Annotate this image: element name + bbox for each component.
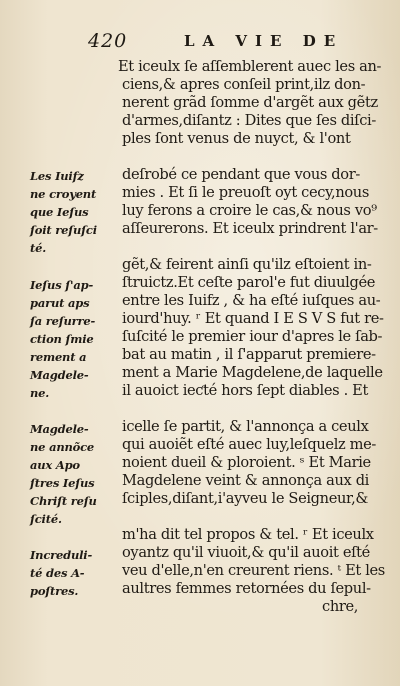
text-line: ſuſcité le premier iour d'apres le ſab- bbox=[122, 328, 383, 345]
text-line: aultres femmes retornées du ſepul- bbox=[122, 580, 371, 597]
text-line: nerent grãd ſomme d'argẽt aux gẽtz bbox=[122, 94, 378, 111]
margin-note: té des A- bbox=[30, 566, 85, 580]
margin-note: ſa reſurre- bbox=[30, 314, 96, 328]
text-line: il auoict ieƈté hors ſept diables . Et bbox=[122, 382, 368, 399]
margin-note: Chriſt reſu bbox=[30, 494, 97, 508]
margin-note: té. bbox=[30, 241, 47, 255]
text-line: qui auoiẽt eſté auec luy,leſquelz me- bbox=[122, 436, 377, 453]
margin-note: ſoit reſuſci bbox=[30, 223, 97, 237]
margin-note: aux Apo bbox=[30, 458, 80, 472]
margin-note: rement a bbox=[30, 350, 87, 364]
text-line: oyantz qu'il viuoit,& qu'il auoit eſté bbox=[122, 544, 370, 561]
text-line: gẽt,& feirent ainſi qu'ilz eſtoient in- bbox=[122, 256, 372, 273]
margin-note: ne annõce bbox=[30, 440, 95, 454]
margin-note: parut aps bbox=[30, 296, 90, 310]
text-line: aſſeurerons. Et iceulx prindrent l'ar- bbox=[122, 220, 378, 237]
text-line: bat au matin , il ſ'apparut premiere- bbox=[122, 346, 376, 363]
text-line: m'ha dit tel propos & tel. ʳ Et iceulx bbox=[122, 526, 374, 543]
margin-note: Magdele- bbox=[30, 422, 89, 436]
margin-note: ſcité. bbox=[30, 512, 62, 526]
margin-note: que Ieſus bbox=[30, 205, 89, 219]
margin-notes bbox=[30, 0, 118, 686]
margin-note: ne. bbox=[30, 386, 50, 400]
margin-note: poſtres. bbox=[30, 584, 79, 598]
margin-note: ction ſmie bbox=[30, 332, 94, 346]
margin-note: Ieſus ſ'ap- bbox=[30, 278, 94, 292]
body-text bbox=[118, 0, 388, 686]
text-line: chre, bbox=[322, 598, 359, 615]
margin-note: Les Iuifz bbox=[30, 169, 84, 183]
text-line: ment a Marie Magdelene,de laquelle bbox=[122, 364, 383, 381]
text-line: veu d'elle,n'en creurent riens. ᵗ Et les bbox=[122, 562, 385, 579]
text-line: ſtruictz.Et ceſte parol'e fut diuulgée bbox=[122, 274, 376, 291]
text-line: luy ferons a croire le cas,& nous vo⁹ bbox=[122, 202, 377, 219]
margin-note: Increduli- bbox=[30, 548, 93, 562]
page-number: 420 bbox=[88, 30, 128, 52]
margin-note: ne croyent bbox=[30, 187, 97, 201]
text-line: ciens,& apres conſeil print,ilz don- bbox=[122, 76, 366, 93]
text-line: ples ſont venus de nuyct, & l'ont bbox=[122, 130, 351, 147]
margin-note: Magdele- bbox=[30, 368, 89, 382]
text-line: noient dueil & ploroient. ˢ Et Marie bbox=[122, 454, 371, 471]
text-line: mies . Et ſi le preuoſt oyt cecy,nous bbox=[122, 184, 369, 201]
running-head: LA VIE DE bbox=[184, 32, 344, 50]
text-line: iourd'huy. ʳ Et quand I E S V S fut re- bbox=[122, 310, 384, 327]
text-line: ſciples,diſant,i'ayveu le Seigneur,& bbox=[122, 490, 368, 507]
text-line: Et iceulx ſe aſſemblerent auec les an- bbox=[118, 58, 382, 75]
text-line: Magdelene veint & annonça aux di bbox=[122, 472, 369, 489]
text-line: icelle ſe partit, & l'annonça a ceulx bbox=[122, 418, 369, 435]
text-line: d'armes,diſantz : Dites que ſes diſci- bbox=[122, 112, 376, 129]
margin-note: ſtres Ieſus bbox=[30, 476, 95, 490]
text-line: entre les Iuifz , & ha eſté iuſques au- bbox=[122, 292, 381, 309]
text-line: deſrobé ce pendant que vous dor- bbox=[122, 166, 360, 183]
